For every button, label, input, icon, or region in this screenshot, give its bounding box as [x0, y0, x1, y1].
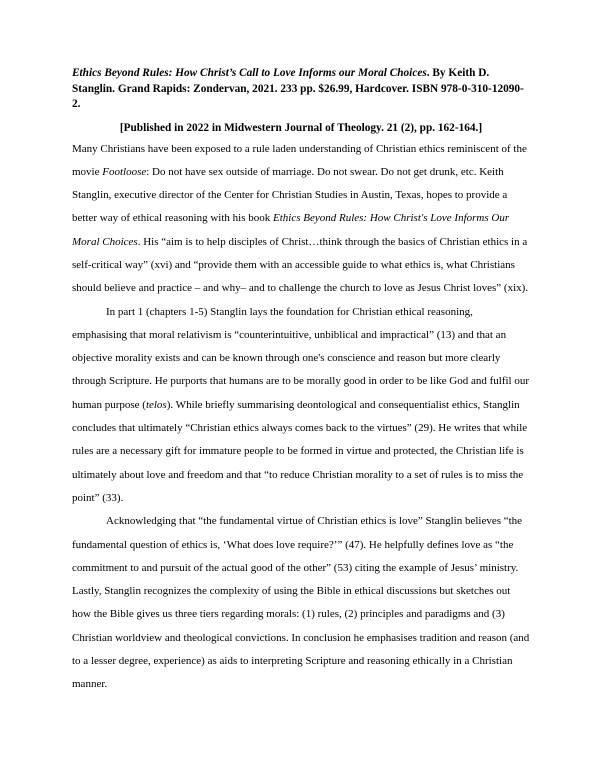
book-title: Ethics Beyond Rules: How Christ’s Call to Love Informs our Moral Choices	[72, 67, 427, 79]
paragraph-1-text-a: Many Christians have been exposed to a rule laden understanding of Christian ethics reminiscent of the movie	[72, 142, 527, 178]
paragraph-2-text-b: ). While briefly summarising deontological and consequentialist ethics, Stanglin concludes that ultimately “Christian ethics always comes back to the virtues” (29). He writes that while rules are a necessary gift for immature people to be formed in virtue and protected, the Christian life is ultimately about love and freedom and that “to reduce Christian morality to a set of rules is to miss the point” (33).	[72, 398, 528, 504]
book-details: . By Keith D. Stanglin. Grand Rapids: Zondervan, 2021. 233 pp. $26.99, Hardcover. ISBN 978-0-310-12090-2.	[72, 67, 524, 110]
publication-note: [Published in 2022 in Midwestern Journal of Theology. 21 (2), pp. 162-164.]	[119, 121, 483, 134]
paragraph-1-text-c: . His “aim is to help disciples of Christ…think through the basics of Christian ethics in a self-critical way” (xvi) and “provide them with an accessible guide to what ethics is, what Christians should believe and practice – and why– and to challenge the church to love as Jesus Christ loves” (xix).	[72, 235, 529, 295]
paragraph-1	[72, 138, 530, 301]
document-page	[72, 66, 530, 697]
film-title: Footloose	[102, 165, 147, 178]
paragraph-2-text-a: In part 1 (chapters 1-5) Stanglin lays the foundation for Christian ethical reasoning, emphasising that moral relativism is “counterintuitive, unbiblical and impractical” (13) and that an objective morality exists and can be known through one's conscience and reason but more clearly through Scripture. He purports that humans are to be morally good in order to be like God and fulfil our human purpose (	[72, 305, 530, 411]
review-heading	[72, 66, 530, 113]
paragraph-3: Acknowledging that “the fundamental virtue of Christian ethics is love” Stanglin believes “the fundamental question of ethics is, ‘What does love require?’” (47). He helpfully defines love as “the commitment to and pursuit of the actual good of the other” (53) citing the example of Jesus’ ministry. Lastly, Stanglin recognizes the complexity of using the Bible in ethical discussions but sketches out how the Bible gives us three tiers regarding morals: (1) rules, (2) principles and paradigms and (3) Christian worldview and theological convictions. In conclusion he emphasises tradition and reason (and to a lesser degree, experience) as aids to interpreting Scripture and reasoning ethically in a Christian manner.	[72, 515, 530, 691]
book-title-inline: Ethics Beyond Rules: How Christ's Love Informs Our Moral Choices	[72, 212, 510, 248]
telos-term: telos	[145, 398, 167, 411]
paragraph-2	[72, 301, 530, 511]
paragraph-1-text-b: : Do not have sex outside of marriage. Do not swear. Do not get drunk, etc. Keith Stanglin, executive director of the Center for Christian Studies in Austin, Texas, hopes to provide a better way of ethical reasoning with his book	[72, 165, 508, 225]
